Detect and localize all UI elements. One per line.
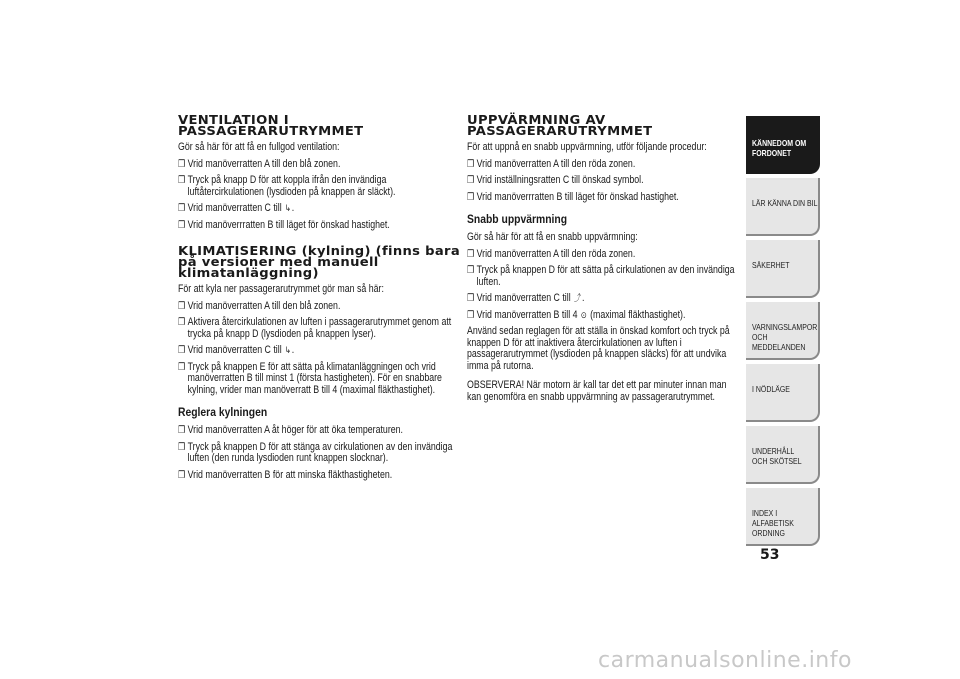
watermark: carmanualsonline.info (598, 648, 852, 673)
checkbox-icon: ❒ (178, 345, 186, 356)
list-item: ❒ Tryck på knappen D för att sätta på cirkulationen av den invändiga luften. (467, 264, 735, 288)
page-number: 53 (760, 547, 780, 563)
checkbox-icon: ❒ (467, 191, 475, 203)
list-item: ❒ Vrid manöverratten A till den röda zonen. (467, 247, 636, 260)
checkbox-icon: ❒ (467, 293, 475, 304)
intro-ventilation: Gör så här för att få en fullgod ventilation: (178, 141, 340, 153)
tab-index[interactable]: INDEX I ALFABETISK ORDNING (746, 488, 820, 546)
list-item: ❒ Tryck på knapp D för att koppla ifrån den invändiga luftåtercirkulationen (lysdioden på knappen är släckt). (178, 174, 396, 198)
left-column (178, 112, 461, 486)
list-item: ❒ Vrid manöverratten C till ⤴. (467, 292, 585, 304)
tab-lar-kanna[interactable]: LÄR KÄNNA DIN BIL (746, 178, 820, 236)
heading-klimatisering: KLIMATISERING (kylning) (finns bara på versioner med manuell klimatanläggning) (178, 243, 461, 280)
list-item: ❒ Vrid manöverratten B till 4 ⊙ (maximal fläkthastighet). (467, 308, 686, 321)
tab-underhall[interactable]: UNDERHÅLL OCH SKÖTSEL (746, 426, 820, 484)
checkbox-icon: ❒ (178, 203, 186, 214)
list-item: ❒ Tryck på knappen D för att stänga av cirkulationen av den invändiga luften (den runda lysdioden runt knappen slocknar). (178, 440, 453, 464)
tab-varningslampor[interactable]: VARNINGSLAMPOR OCH MEDDELANDEN (746, 302, 820, 360)
checkbox-icon: ❒ (178, 317, 186, 328)
checkbox-icon: ❒ (178, 425, 186, 436)
list-item: ❒ Vrid inställningsratten C till önskad symbol. (467, 174, 644, 186)
fan-icon: ⊙ (580, 309, 587, 320)
list-item: ❒ Vrid manöverrratten B till läget för önskad hastighet. (178, 218, 390, 231)
checkbox-icon: ❒ (467, 248, 475, 260)
list-item: ❒ Vrid manöverrratten B till läget för önskad hastighet. (467, 190, 679, 203)
list-item: ❒ Aktivera återcirkulationen av luften i passagerarutrymmet genom att trycka på knapp D (lysdioden på knappen lyser). (178, 316, 452, 340)
right-column (467, 114, 737, 408)
checkbox-icon: ❒ (178, 219, 186, 231)
paragraph-observera: OBSERVERA! När motorn är kall tar det ett par minuter innan man kan genomföra en snabb uppvärmning av passagerarutrymmet. (467, 379, 727, 403)
checkbox-icon: ❒ (178, 441, 186, 453)
checkbox-icon: ❒ (178, 361, 186, 373)
list-item: ❒ Vrid manöverratten A till den röda zonen. (467, 157, 636, 170)
tab-sakerhet[interactable]: SÄKERHET (746, 240, 820, 298)
list-item: ❒ Tryck på knappen E för att sätta på klimatanläggningen och vrid manöverratten B till minst 1 (första hastigheten). För en snabbare kylning, vrider man manöverratt B till 4 (maximal fläkthastighet). (178, 360, 442, 396)
checkbox-icon: ❒ (467, 158, 475, 170)
heading-uppvarmning: UPPVÄRMNING AV PASSAGERARUTRYMMET (467, 112, 653, 138)
tab-kannedom[interactable]: KÄNNEDOM OM FORDONET (746, 116, 820, 174)
heading-ventilation: VENTILATION I PASSAGERARUTRYMMET (178, 112, 364, 138)
list-item: ❒ Vrid manöverratten A till den blå zonen. (178, 299, 341, 312)
checkbox-icon: ❒ (178, 300, 186, 312)
checkbox-icon: ❒ (467, 265, 475, 276)
defrost-vent-icon: ⤴ (573, 293, 582, 303)
list-item: ❒ Vrid manöverratten A åt höger för att öka temperaturen. (178, 424, 403, 436)
paragraph-komfort: Använd sedan reglagen för att ställa in önskad komfort och tryck på knappen D för att inaktivera återcirkulationen av luften i passagerarutrymmet (lysdioden på knappen släcks) för att undvika imma på rutorna. (467, 325, 730, 372)
intro-uppvarmning: För att uppnå en snabb uppvärmning, utför följande procedur: (467, 141, 707, 153)
subheading-reglera: Reglera kylningen (178, 407, 268, 419)
list-item: ❒ Vrid manöverratten C till ↳. (178, 202, 295, 214)
checkbox-icon: ❒ (178, 469, 186, 481)
checkbox-icon: ❒ (178, 175, 186, 186)
list-item: ❒ Vrid manöverratten A till den blå zonen. (178, 157, 341, 170)
checkbox-icon: ❒ (467, 309, 475, 321)
checkbox-icon: ❒ (467, 175, 475, 186)
list-item: ❒ Vrid manöverratten C till ↳. (178, 344, 295, 356)
intro-snabb: Gör så här för att få en snabb uppvärmning: (467, 231, 638, 243)
face-vent-icon: ↳ (284, 345, 291, 355)
section-tabs (746, 116, 820, 550)
checkbox-icon: ❒ (178, 158, 186, 170)
intro-klimatisering: För att kyla ner passagerarutrymmet gör man så här: (178, 283, 384, 295)
list-item: ❒ Vrid manöverratten B för att minska fläkthastigheten. (178, 468, 393, 481)
subheading-snabb: Snabb uppvärmning (467, 214, 568, 226)
face-vent-icon: ↳ (284, 203, 291, 213)
tab-i-nodlage[interactable]: I NÖDLÄGE (746, 364, 820, 422)
